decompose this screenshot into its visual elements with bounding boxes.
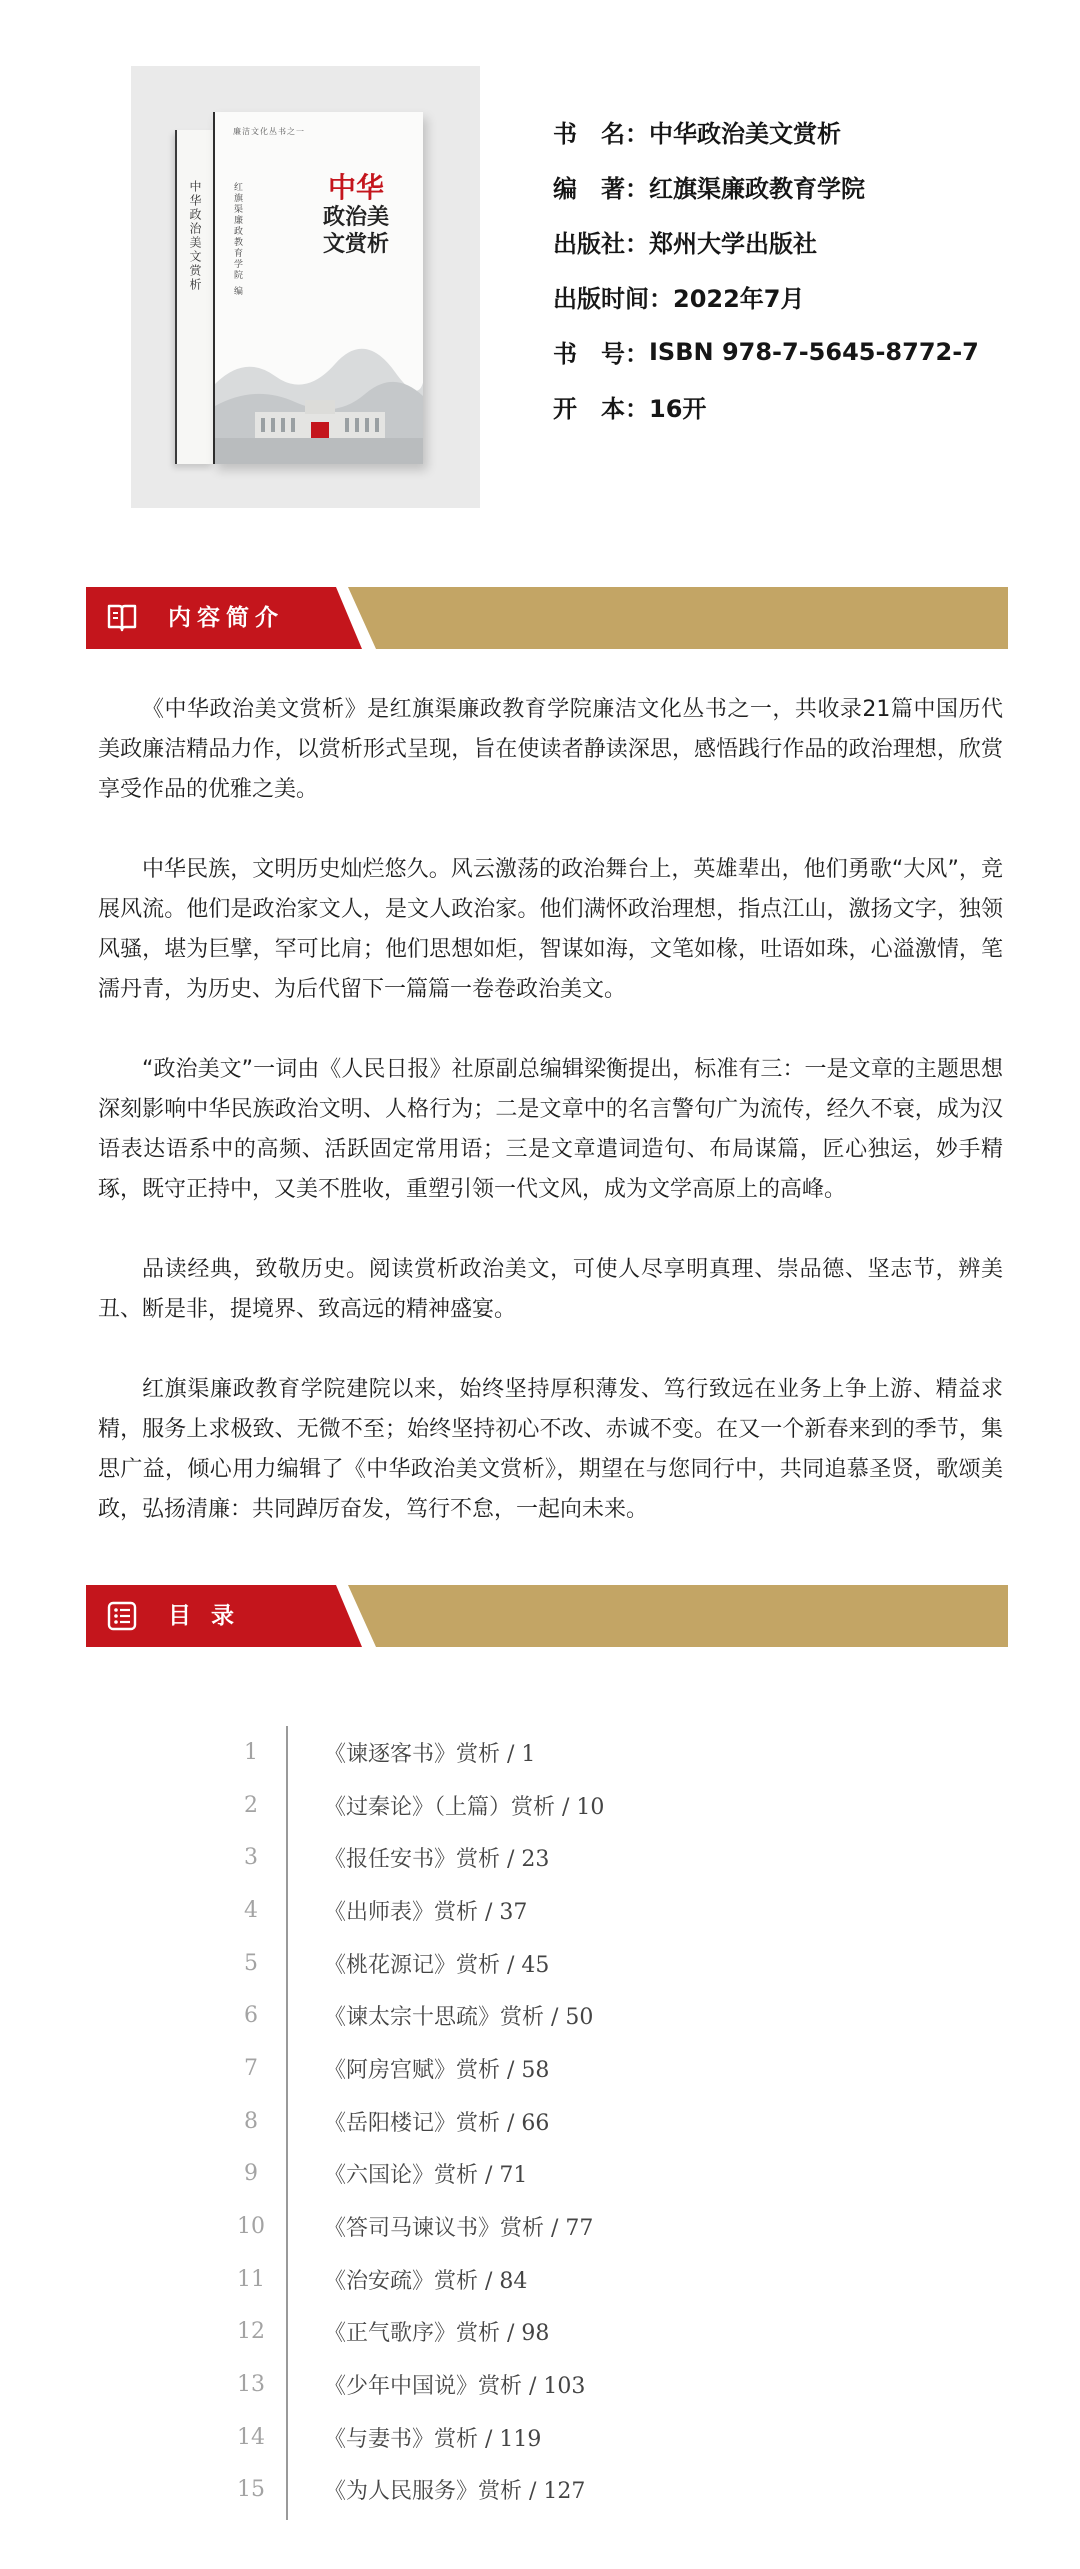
intro-paragraph: 《中华政治美文赏析》是红旗渠廉政教育学院廉洁文化丛书之一，共收录21篇中国历代美政廉洁精品力作，以赏析形式呈现，旨在使读者静读深思，感悟践行作品的政治理想，欣赏享受作品的优雅之美。 [98,697,1003,802]
cover-editor: 红旗渠廉政教育学院 编 [232,182,242,297]
toc-item [230,2358,930,2411]
info-row-publisher [553,214,979,269]
toc-number: 14 [237,2424,265,2450]
table-of-contents [230,1726,930,2516]
intro-paragraph: 品读经典，致敬历史。阅读赏析政治美文，可使人尽享明真理、崇品德、坚志节，辨美丑、断是非，提境界、致高远的精神盛宴。 [98,1257,1003,1322]
toc-number: 15 [237,2477,265,2503]
toc-item [230,1989,930,2042]
toc-section-title: 目 录 [168,1603,241,1629]
toc-number: 8 [244,2108,258,2134]
toc-item [230,1831,930,1884]
toc-item [230,2200,930,2253]
book-info-list [553,104,979,434]
toc-entry: 《桃花源记》赏析 / 45 [324,1952,550,1978]
cover-series: 廉洁文化丛书之一 [233,127,305,136]
book-front [213,112,423,464]
toc-number: 4 [244,1897,258,1923]
toc-entry: 《为人民服务》赏析 / 127 [324,2479,586,2505]
toc-entry: 《报任安书》赏析 / 23 [324,1847,550,1873]
info-row-date [553,269,979,324]
toc-item [230,2464,930,2517]
intro-paragraph: 红旗渠廉政教育学院建院以来，始终坚持厚积薄发、笃行致远在业务上争上游、精益求精，服务上求极致、无微不至；始终坚持初心不改、赤诚不变。在又一个新春来到的季节，集思广益，倾心用力编辑了《中华政治美文赏析》，期望在与您同行中，共同追慕圣贤，歌颂美政，弘扬清廉：共同踔厉奋发，笃行不怠，一起向未来。 [98,1377,1003,1522]
info-value: 红旗渠廉政教育学院 [649,175,865,203]
cover-landscape-illustration [215,314,423,464]
toc-item [230,2411,930,2464]
info-row-isbn [553,324,979,379]
info-label: 开 本： [553,395,649,423]
toc-number: 10 [237,2214,265,2240]
toc-entry: 《少年中国说》赏析 / 103 [324,2374,586,2400]
toc-item [230,1726,930,1779]
intro-content [98,690,1003,1570]
spine-title: 中华政治美文赏析 [188,180,202,292]
toc-number: 5 [244,1950,258,1976]
book-cover-3d [175,112,423,464]
info-row-title [553,104,979,159]
cover-title-main: 政治美文赏析 [322,204,389,257]
toc-entry: 《六国论》赏析 / 71 [324,2163,528,2189]
toc-item [230,2095,930,2148]
toc-item [230,1937,930,1990]
intro-section-banner [86,587,1008,649]
toc-entry: 《岳阳楼记》赏析 / 66 [324,2110,550,2136]
toc-item [230,1884,930,1937]
intro-paragraph: 中华民族，文明历史灿烂悠久。风云激荡的政治舞台上，英雄辈出，他们勇歌“大风”，竞展风流。他们是政治家文人，是文人政治家。他们满怀政治理想，指点江山，激扬文字，独领风骚，堪为巨擘，罕可比肩；他们思想如炬，智谋如海，文笔如椽，吐语如珠，心溢激情，笔濡丹青，为历史、为后代留下一篇篇一卷卷政治美文。 [98,857,1003,1002]
list-icon [106,1601,138,1631]
toc-number: 3 [244,1845,258,1871]
toc-entry: 《治安疏》赏析 / 84 [324,2268,528,2294]
toc-number: 9 [244,2161,258,2187]
info-value: ISBN 978-7-5645-8772-7 [649,337,979,366]
info-value: 16开 [649,395,707,423]
toc-item [230,2148,930,2201]
info-label: 出版社： [553,230,649,258]
book-cover [131,66,480,508]
toc-number: 7 [244,2055,258,2081]
toc-number: 12 [237,2319,265,2345]
toc-item [230,2042,930,2095]
book-open-icon [106,603,138,633]
cover-title [315,172,397,258]
toc-entry: 《阿房宫赋》赏析 / 58 [324,2057,550,2083]
toc-entry: 《过秦论》（上篇）赏析 / 10 [324,1794,605,1820]
info-label: 编 著： [553,175,649,203]
toc-number: 13 [237,2372,265,2398]
toc-item [230,2306,930,2359]
toc-entry: 《谏逐客书》赏析 / 1 [324,1741,536,1767]
info-value: 中华政治美文赏析 [649,120,841,148]
book-header [0,0,1080,560]
toc-entry: 《谏太宗十思疏》赏析 / 50 [324,2005,594,2031]
toc-entry: 《正气歌序》赏析 / 98 [324,2321,550,2347]
toc-entry: 《答司马谏议书》赏析 / 77 [324,2216,594,2242]
toc-number: 1 [244,1739,258,1765]
info-label: 书 号： [553,340,649,368]
toc-item [230,1779,930,1832]
info-row-editor [553,159,979,214]
info-value: 郑州大学出版社 [649,230,817,258]
toc-number: 2 [244,1792,258,1818]
info-value: 2022年7月 [673,285,805,313]
toc-section-banner [86,1585,1008,1647]
book-spine [175,130,213,464]
intro-section-title: 内容简介 [168,605,284,631]
intro-paragraph: “政治美文”一词由《人民日报》社原副总编辑梁衡提出，标准有三：一是文章的主题思想深刻影响中华民族政治文明、人格行为；二是文章中的名言警句广为流传，经久不衰，成为汉语表达语系中的高频、活跃固定常用语；三是文章遣词造句、布局谋篇，匠心独运，妙手精琢，既守正持中，又美不胜收，重塑引领一代文风，成为文学高原上的高峰。 [98,1057,1003,1202]
info-label: 出版时间： [553,285,673,313]
toc-entry: 《出师表》赏析 / 37 [324,1899,528,1925]
cover-title-accent: 中华 [327,171,384,204]
toc-number: 11 [237,2266,265,2292]
info-label: 书 名： [553,120,649,148]
toc-entry: 《与妻书》赏析 / 119 [324,2426,542,2452]
info-row-format [553,379,979,434]
toc-item [230,2253,930,2306]
toc-number: 6 [244,2003,258,2029]
